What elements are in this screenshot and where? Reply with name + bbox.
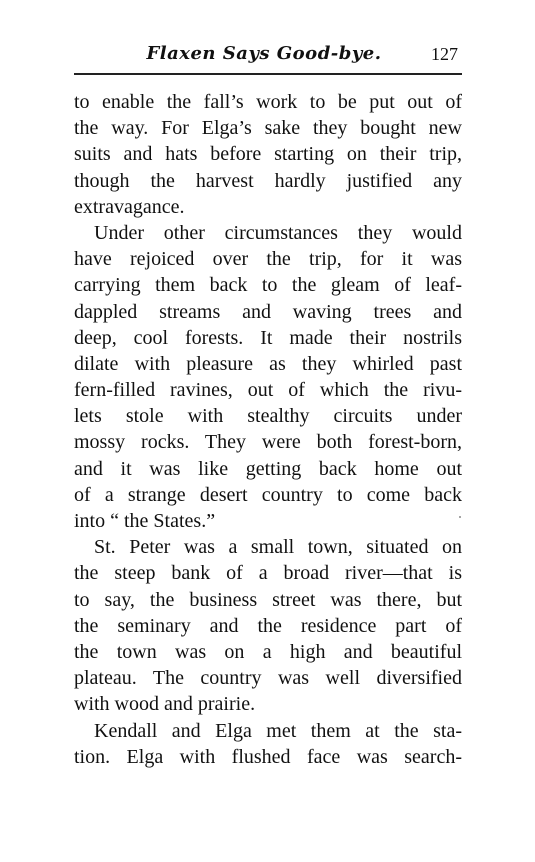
print-speck [459, 516, 461, 518]
text-line: to say, the business street was there, but [74, 588, 462, 611]
text-line: Kendall and Elga met them at the sta- [94, 719, 462, 742]
text-line: the town was on a high and beautiful [74, 640, 462, 663]
text-line: though the harvest hardly justified any [74, 169, 462, 192]
header-rule [74, 73, 462, 75]
text-line: the steep bank of a broad river—that is [74, 562, 462, 585]
text-line: deep, cool forests. It made their nostrils [74, 326, 462, 349]
text-line: the seminary and the residence part of [74, 614, 462, 637]
text-line: dilate with pleasure as they whirled past [74, 352, 462, 375]
text-line: tion. Elga with flushed face was search- [74, 745, 462, 768]
text-line: into “ the States.” [74, 510, 216, 532]
running-head: Flaxen Says Good-bye. [146, 43, 382, 64]
body-text [74, 89, 462, 770]
text-line: fern-filled ravines, out of which the rivu- [74, 379, 462, 402]
text-line: extravagance. [74, 195, 185, 218]
text-line: with wood and prairie. [74, 693, 256, 716]
text-line: plateau. The country was well diversified [74, 667, 462, 690]
text-line: dappled streams and waving trees and [74, 300, 462, 323]
text-line: Under other circumstances they would [94, 221, 462, 244]
text-line: St. Peter was a small town, situated on [94, 536, 462, 559]
text-line: and it was like getting back home out [74, 457, 462, 480]
text-line: have rejoiced over the trip, for it was [74, 248, 462, 271]
text-line: to enable the fall’s work to be put out of [74, 91, 462, 113]
page-header [74, 40, 462, 68]
text-line: mossy rocks. They were both forest-born, [74, 431, 462, 454]
text-line: of a strange desert country to come back [74, 483, 462, 506]
text-line: the way. For Elga’s sake they bought new [74, 117, 462, 140]
text-line: suits and hats before starting on their trip, [74, 143, 462, 166]
text-line: lets stole with stealthy circuits under [74, 405, 462, 428]
page-number: 127 [431, 44, 458, 64]
text-line: carrying them back to the gleam of leaf- [74, 274, 462, 297]
